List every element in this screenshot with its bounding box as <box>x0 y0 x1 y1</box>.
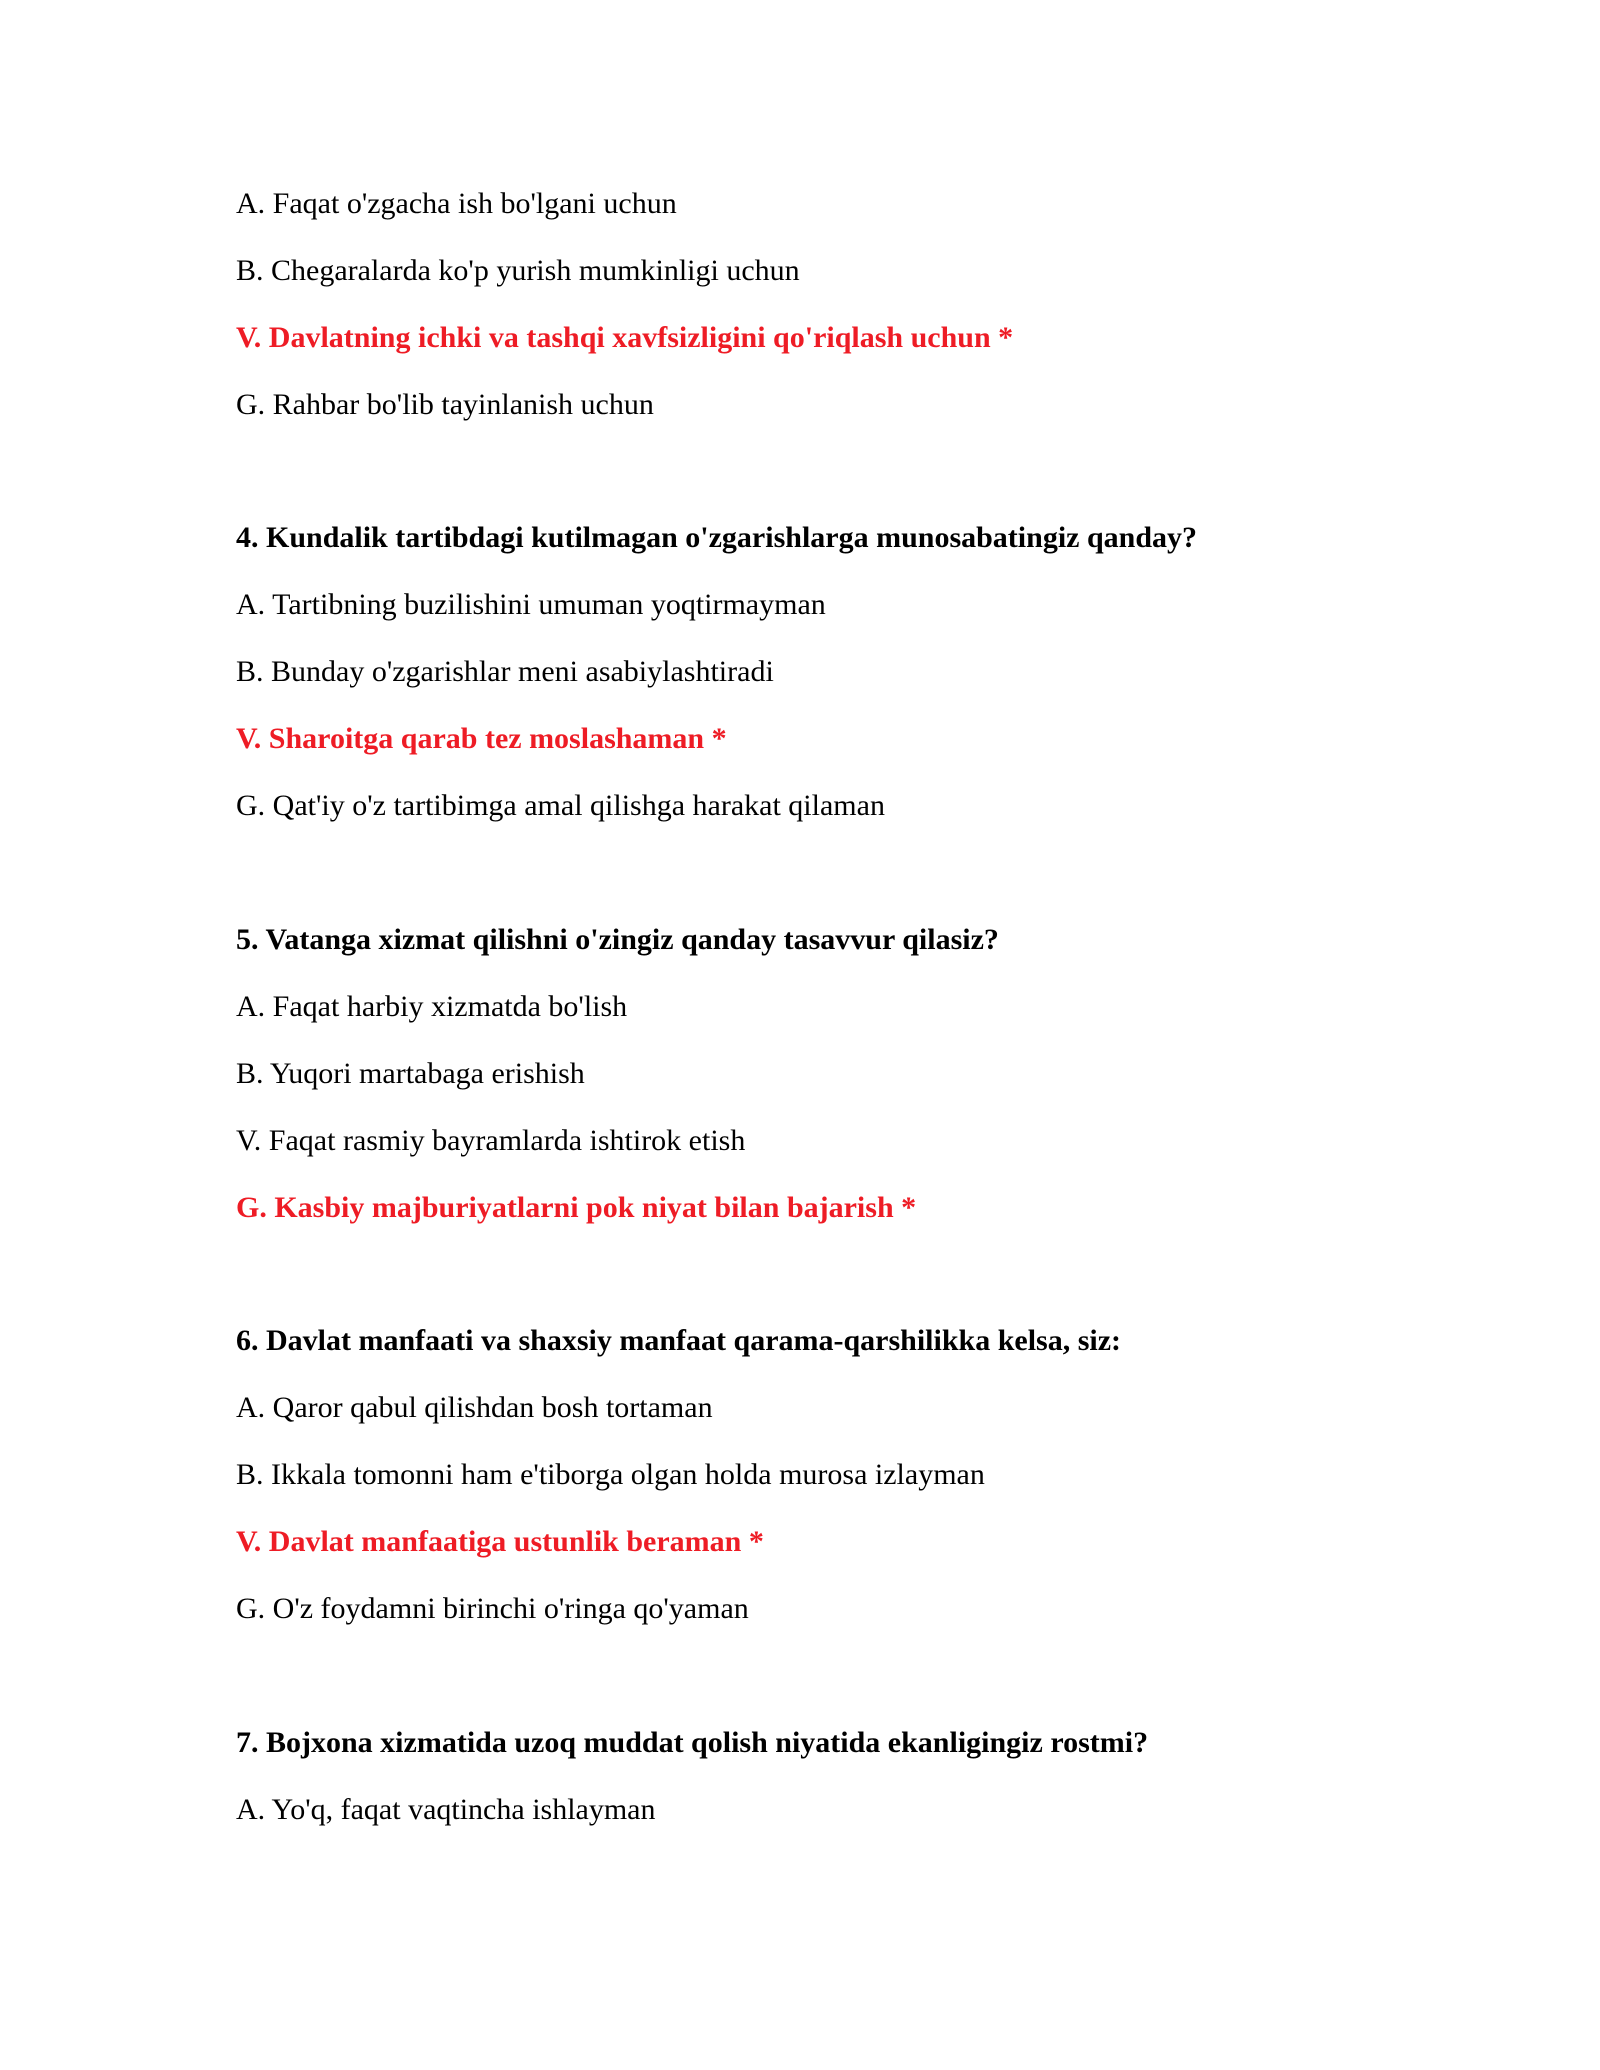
q4-option-v-correct: V. Sharoitga qarab tez moslashaman * <box>236 722 727 755</box>
q6-option-v-correct: V. Davlat manfaatiga ustunlik beraman * <box>236 1525 764 1558</box>
q4-option-g: G. Qat'iy o'z tartibimga amal qilishga harakat qilaman <box>236 789 885 822</box>
q6-option-g: G. O'z foydamni birinchi o'ringa qo'yaman <box>236 1592 749 1625</box>
q3-option-v-correct: V. Davlatning ichki va tashqi xavfsizligini qo'riqlash uchun * <box>236 321 1014 354</box>
q5-option-b: B. Yuqori martabaga erishish <box>236 1057 585 1090</box>
q6-option-b: B. Ikkala tomonni ham e'tiborga olgan holda murosa izlayman <box>236 1458 985 1491</box>
q3-option-a: A. Faqat o'zgacha ish bo'lgani uchun <box>236 187 677 220</box>
q6-option-a: A. Qaror qabul qilishdan bosh tortaman <box>236 1391 713 1424</box>
q5-option-g-correct: G. Kasbiy majburiyatlarni pok niyat bilan bajarish * <box>236 1191 917 1224</box>
q6-question: 6. Davlat manfaati va shaxsiy manfaat qarama-qarshilikka kelsa, siz: <box>236 1324 1122 1357</box>
q4-question: 4. Kundalik tartibdagi kutilmagan o'zgarishlarga munosabatingiz qanday? <box>236 521 1198 554</box>
q5-option-a: A. Faqat harbiy xizmatda bo'lish <box>236 990 628 1023</box>
q7-question: 7. Bojxona xizmatida uzoq muddat qolish niyatida ekanligingiz rostmi? <box>236 1726 1149 1759</box>
q3-option-g: G. Rahbar bo'lib tayinlanish uchun <box>236 388 654 421</box>
q3-option-b: B. Chegaralarda ko'p yurish mumkinligi uchun <box>236 254 800 287</box>
q7-option-a: A. Yo'q, faqat vaqtincha ishlayman <box>236 1793 656 1826</box>
q5-question: 5. Vatanga xizmat qilishni o'zingiz qanday tasavvur qilasiz? <box>236 923 999 956</box>
q4-option-a: A. Tartibning buzilishini umuman yoqtirmayman <box>236 588 826 621</box>
q4-option-b: B. Bunday o'zgarishlar meni asabiylashtiradi <box>236 655 774 688</box>
q5-option-v: V. Faqat rasmiy bayramlarda ishtirok etish <box>236 1124 746 1157</box>
